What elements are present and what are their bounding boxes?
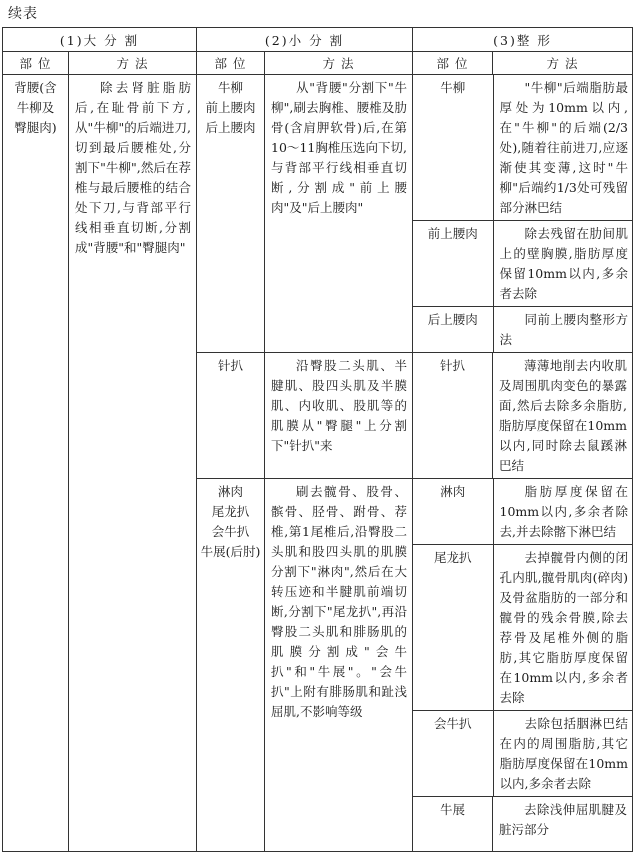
trim-group-3 — [413, 479, 633, 797]
table-row — [413, 479, 633, 545]
small-cut-method: 刷去髋骨、股骨、髌骨、胫骨、跗骨、荐椎,第1尾椎后,沿臀股二头肌和股四头肌的肌膜分割下"淋肉",然后在大转压迹和半腱肌前端切断,分割下"尾龙扒",再沿臀股二头肌和腓肠肌的肌膜分割成"会牛扒"和"牛展"。"会牛扒"上附有腓肠肌和趾浅屈肌,不影响等级 — [265, 479, 413, 852]
meat-cutting-table — [2, 27, 633, 852]
col-header-part: 部 位 — [197, 52, 265, 75]
col-header-part: 部 位 — [3, 52, 69, 75]
trim-group-1 — [413, 75, 633, 353]
trim-method: 除去残留在肋间肌上的壁胸膜,脂肪厚度保留10mm以内,多余者去除 — [493, 221, 633, 307]
trim-part: 淋肉 — [413, 479, 493, 545]
group-header-small-cut: (2)小 分 割 — [197, 28, 413, 52]
col-header-method: 方 法 — [69, 52, 197, 75]
trim-method: 去掉髋骨内侧的闭孔内肌,髋骨肌肉(碎肉)及骨盆脂肪的一部分和髋骨的残余骨膜,除去荐骨及尾椎外侧的脂肪,其它脂肪厚度保留在10mm以内,多余者去除 — [493, 545, 633, 711]
trim-method: 去除浅伸屈肌腱及脏污部分 — [493, 797, 633, 852]
col-header-method: 方 法 — [493, 52, 633, 75]
small-cut-part: 牛柳 前上腰肉 后上腰肉 — [197, 75, 265, 353]
small-cut-part: 淋肉 尾龙扒 会牛扒 牛展(后肘) — [197, 479, 265, 852]
group-header-large-cut: (1)大 分 割 — [3, 28, 197, 52]
trim-part: 牛柳 — [413, 75, 493, 221]
group-header-row — [3, 28, 633, 52]
trim-part: 会牛扒 — [413, 711, 493, 797]
table-row — [413, 221, 633, 307]
trim-part: 针扒 — [413, 353, 493, 479]
table-row — [413, 75, 633, 221]
small-cut-method: 沿臀股二头肌、半腱肌、股四头肌及半膜肌、内收肌、股肌等的肌膜从"臀腿"上分割下"针扒"来 — [265, 353, 413, 479]
trim-method: "牛柳"后端脂肪最厚处为10mm以内,在"牛柳"的后端(2/3处),随着往前进刀,应逐渐使其变薄,这时"牛柳"后端约1/3处可残留部分淋巴结 — [493, 75, 633, 221]
large-cut-method: 除去肾脏脂肪后,在耻骨前下方,从"牛柳"的后端进刀,切到最后腰椎处,分割下"牛柳",然后在荐椎与最后腰椎的结合处下刀,与背部平行线相垂直切断,分割成"背腰"和"臀腿肉" — [69, 75, 197, 852]
table-caption: 续表 — [8, 6, 38, 22]
table-row — [413, 545, 633, 711]
col-header-part: 部 位 — [413, 52, 493, 75]
group-header-trimming: (3)整 形 — [413, 28, 633, 52]
trim-part: 尾龙扒 — [413, 545, 493, 711]
col-header-method: 方 法 — [265, 52, 413, 75]
trim-part: 牛展 — [413, 797, 493, 852]
trim-method: 同前上腰肉整形方法 — [493, 307, 633, 353]
small-cut-method: 从"背腰"分割下"牛柳",刷去胸椎、腰椎及肋骨(含肩胛软骨)后,在第10～11胸椎压选向下切,与背部平行线相垂直切断,分割成"前上腰肉"及"后上腰肉" — [265, 75, 413, 353]
trim-method: 薄薄地削去内收肌及周围肌肉变色的暴露面,然后去除多余脂肪,脂肪厚度保留在10mm以内,同时除去鼠蹊淋巴结 — [493, 353, 633, 479]
trim-part: 前上腰肉 — [413, 221, 493, 307]
trim-part: 后上腰肉 — [413, 307, 493, 353]
large-cut-part: 背腰(含 牛柳及 臀腿肉) — [3, 75, 69, 852]
trim-method: 去除包括胭淋巴结在内的周围脂肪,其它脂肪厚度保留在10mm以内,多余者去除 — [493, 711, 633, 797]
column-header-row — [3, 52, 633, 75]
table-row — [413, 711, 633, 797]
small-cut-part: 针扒 — [197, 353, 265, 479]
table-row — [413, 307, 633, 353]
trim-method: 脂肪厚度保留在10mm以内,多余者除去,并去除髂下淋巴结 — [493, 479, 633, 545]
